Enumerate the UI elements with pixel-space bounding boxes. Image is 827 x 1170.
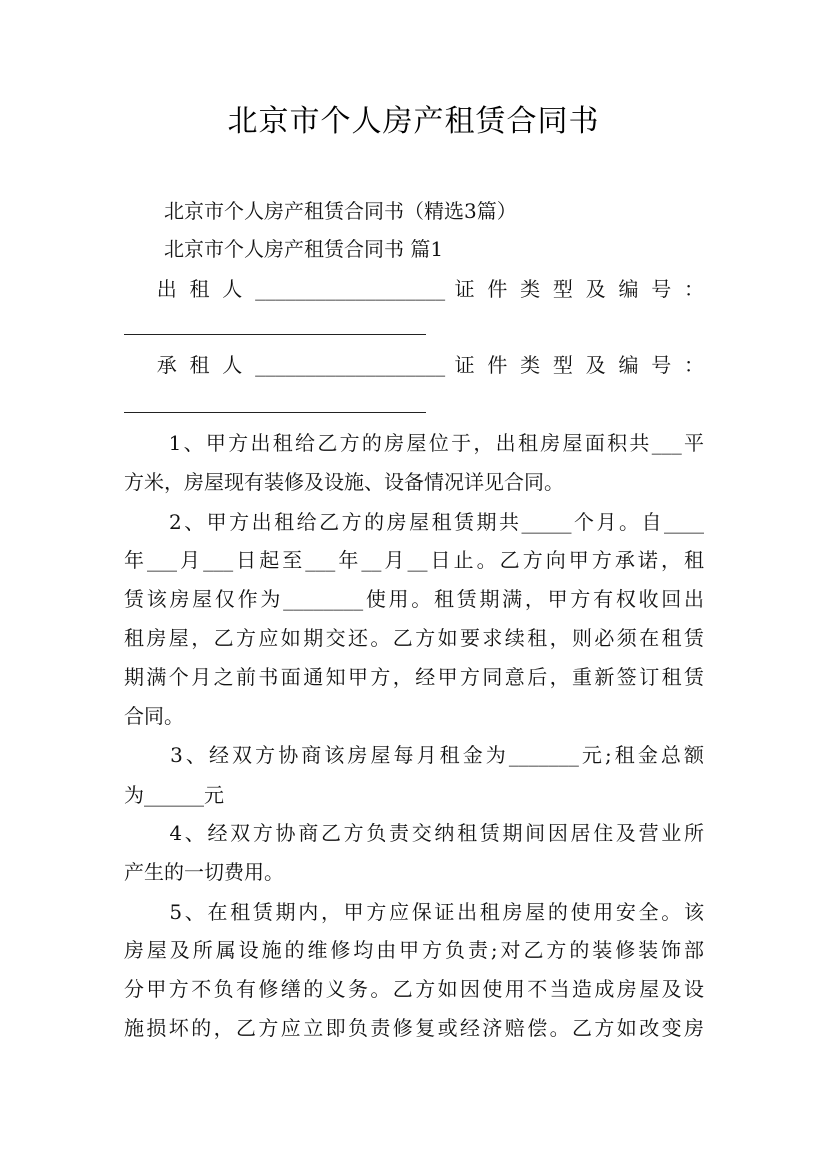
- clause-3-line-1: 3、经双方协商该房屋每月租金为_______元;租金总额: [124, 743, 704, 767]
- clause-2-line-3: 赁该房屋仅作为________使用。租赁期满，甲方有权收回出: [124, 587, 704, 611]
- lessor-id-blank: [124, 334, 426, 335]
- lessor-line: 出 租 人 ___________________ 证 件 类 型 及 编 号 ：: [124, 277, 704, 301]
- clause-2-line-5: 期满个月之前书面通知甲方，经甲方同意后，重新签订租赁: [124, 665, 704, 689]
- document-title: 北京市个人房产租赁合同书: [227, 104, 600, 139]
- clause-2-line-4: 租房屋，乙方应如期交还。乙方如要求续租，则必须在租赁: [124, 626, 704, 650]
- clause-2-line-2: 年___月___日起至___年__月__日止。乙方向甲方承诺，租: [124, 548, 704, 572]
- clause-2-line-1: 2、甲方出租给乙方的房屋租赁期共_____个月。自____: [124, 510, 704, 534]
- clause-5-line-2: 房屋及所属设施的维修均由甲方负责;对乙方的装修装饰部: [124, 938, 704, 962]
- clause-1-line-2: 方米，房屋现有装修及设施、设备情况详见合同。: [124, 470, 564, 494]
- subtitle-line: 北京市个人房产租赁合同书（精选3篇）: [124, 199, 517, 223]
- clause-2-line-6: 合同。: [124, 704, 184, 728]
- lessee-id-blank: [124, 412, 426, 413]
- clause-4-line-2: 产生的一切费用。: [124, 860, 284, 884]
- lessee-line: 承 租 人 ___________________ 证 件 类 型 及 编 号 ：: [124, 353, 704, 377]
- clause-3-line-2: 为______元: [124, 783, 224, 807]
- clause-5-line-4: 施损坏的，乙方应立即负责修复或经济赔偿。乙方如改变房: [124, 1016, 704, 1040]
- clause-5-line-3: 分甲方不负有修缮的义务。乙方如因使用不当造成房屋及设: [124, 977, 704, 1001]
- section-heading: 北京市个人房产租赁合同书 篇1: [124, 237, 444, 261]
- clause-1-line-1: 1、甲方出租给乙方的房屋位于，出租房屋面积共___平: [124, 431, 704, 455]
- clause-4-line-1: 4、经双方协商乙方负责交纳租赁期间因居住及营业所: [124, 821, 704, 845]
- clause-5-line-1: 5、在租赁期内，甲方应保证出租房屋的使用安全。该: [124, 900, 704, 924]
